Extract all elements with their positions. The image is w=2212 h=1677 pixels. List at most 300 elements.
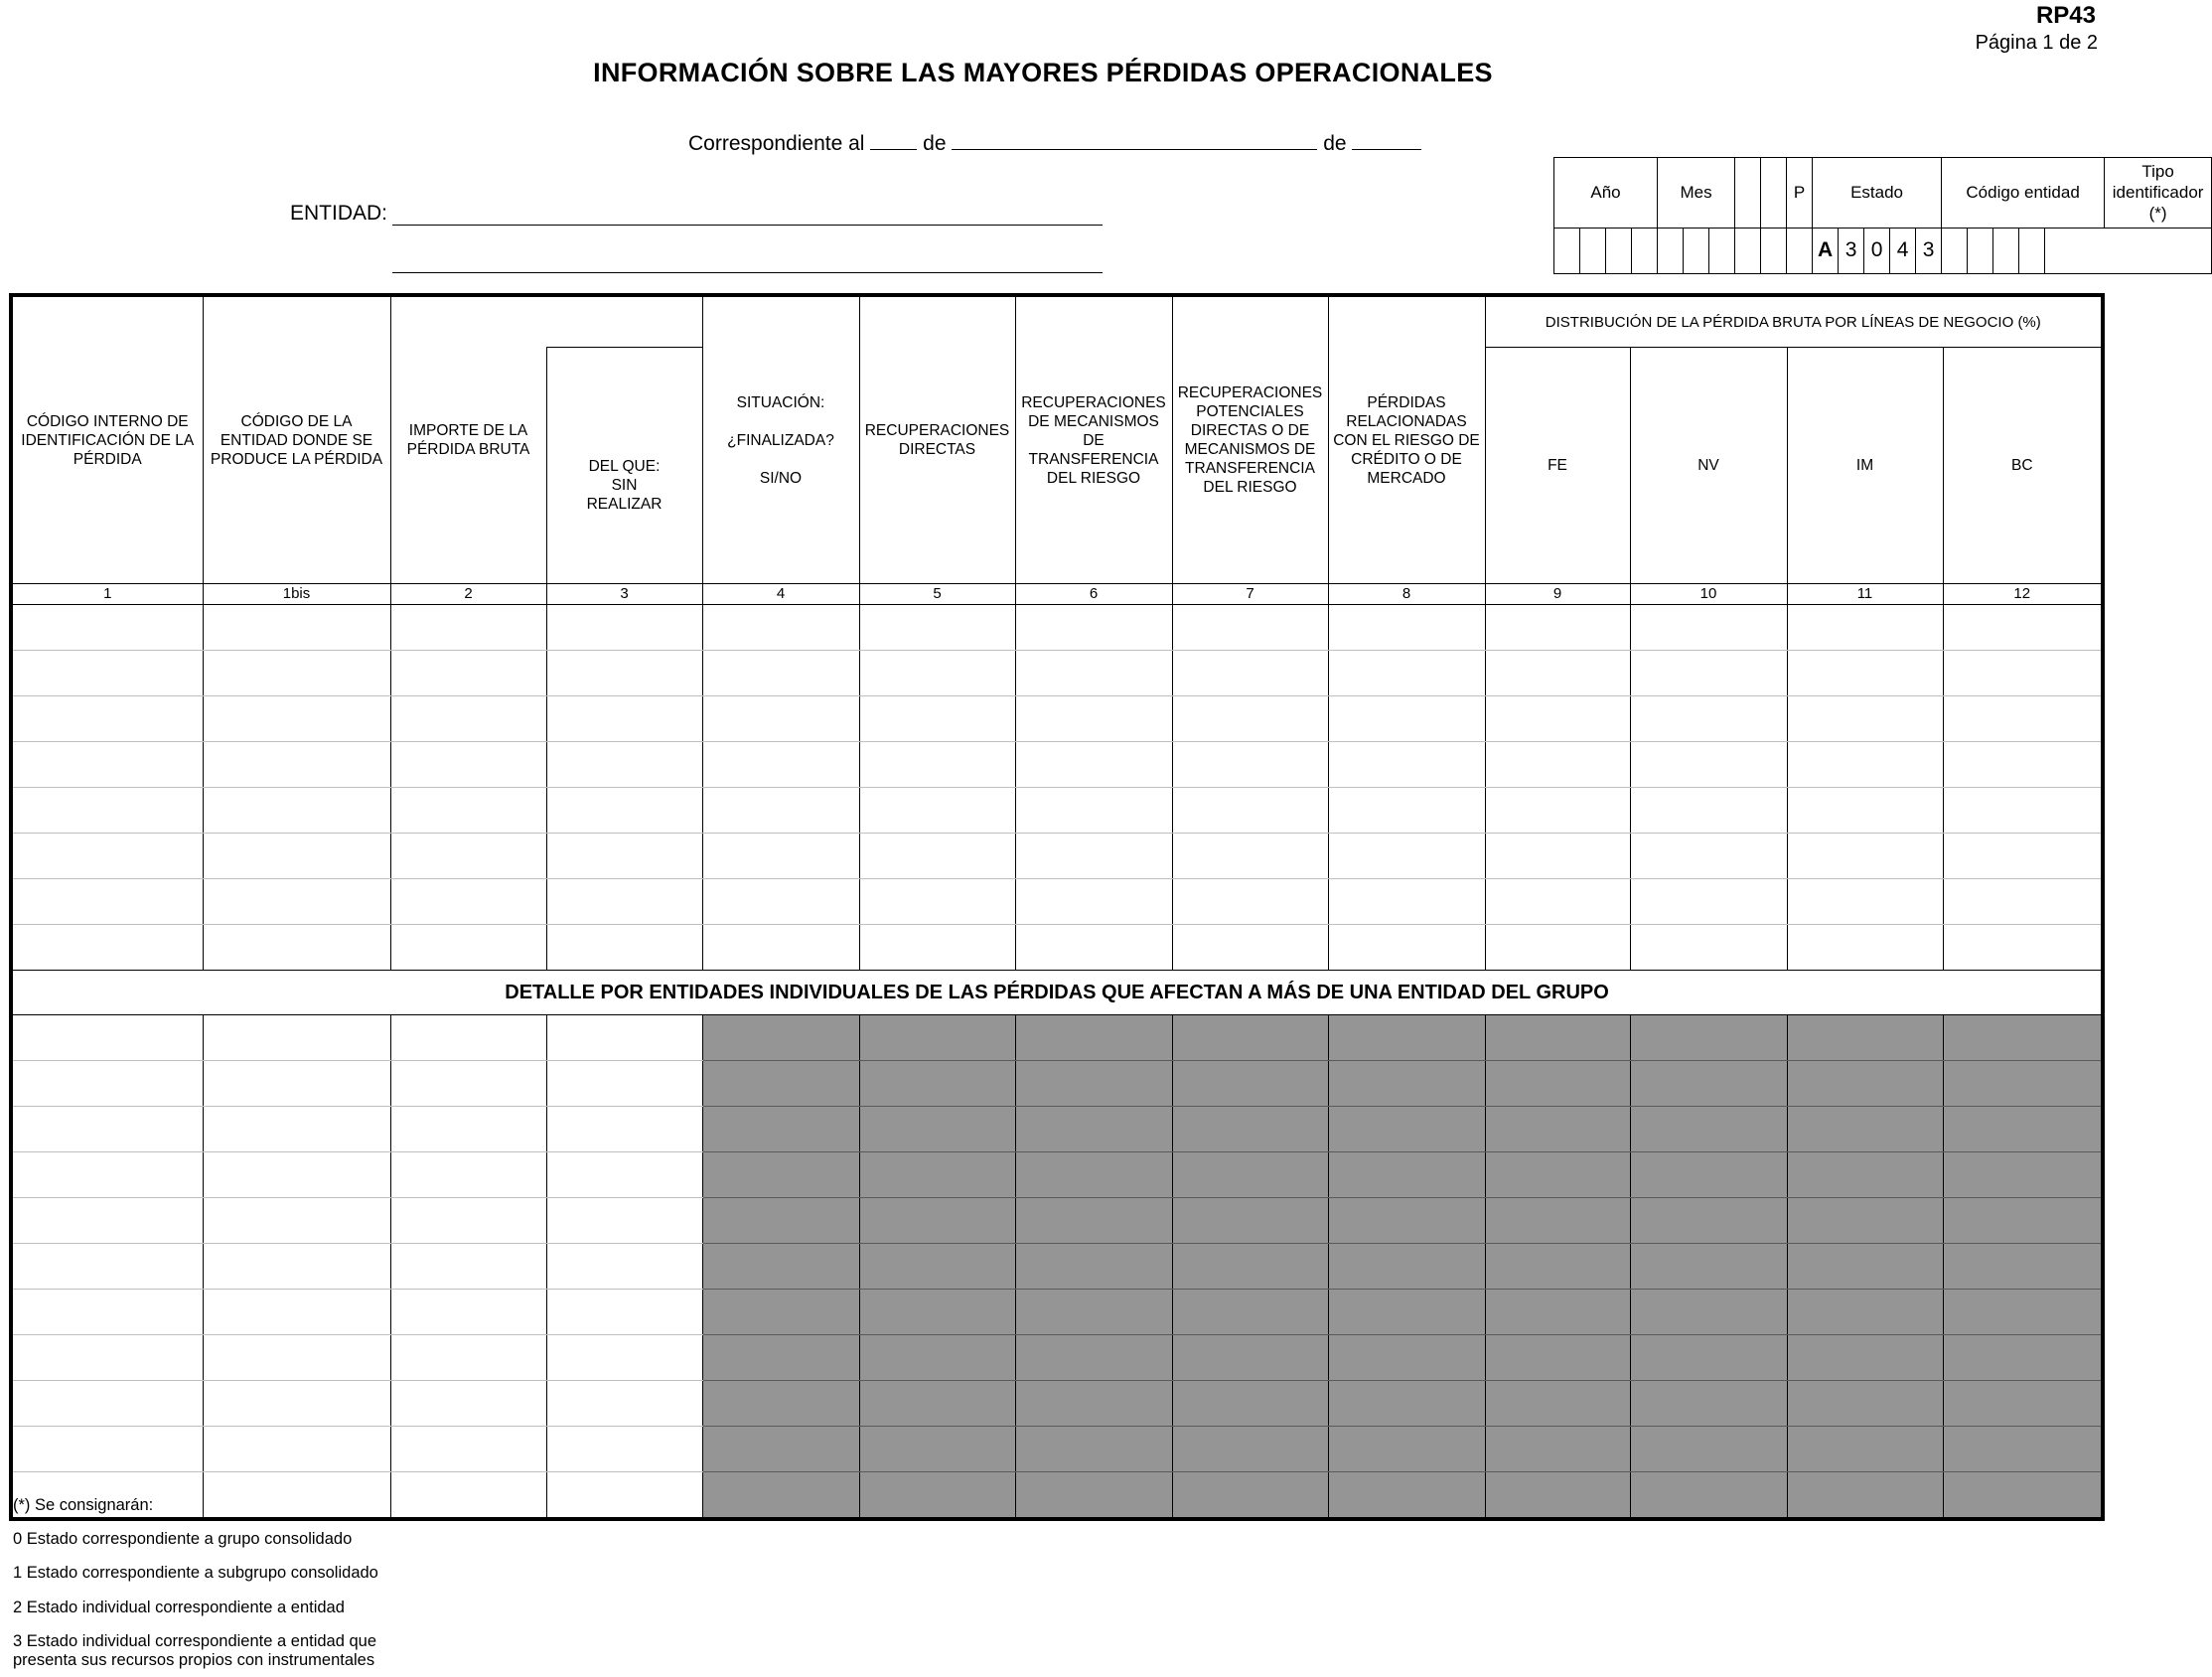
- disabled-cell: [1787, 1015, 1943, 1061]
- disabled-cell: [1328, 1244, 1485, 1290]
- input-cell[interactable]: [203, 1472, 390, 1520]
- disabled-cell: [702, 1061, 859, 1107]
- footnote-intro: (*) Se consignarán:: [13, 1496, 154, 1514]
- mes-digit-cell[interactable]: [1684, 228, 1709, 273]
- input-cell[interactable]: [546, 1152, 702, 1198]
- input-cell[interactable]: [203, 1381, 390, 1427]
- p-cell[interactable]: [1787, 228, 1813, 273]
- disabled-cell: [1943, 1290, 2103, 1335]
- disabled-cell: [1172, 1290, 1328, 1335]
- input-cell[interactable]: [203, 651, 390, 696]
- disabled-cell: [702, 1198, 859, 1244]
- col-header-4: [702, 295, 859, 584]
- input-cell[interactable]: [203, 696, 390, 742]
- input-cell[interactable]: [203, 605, 390, 651]
- column-number: 5: [859, 584, 1015, 605]
- input-cell[interactable]: [1485, 879, 1630, 925]
- input-cell[interactable]: [1943, 742, 2103, 788]
- column-number: 7: [1172, 584, 1328, 605]
- input-cell[interactable]: [1015, 742, 1172, 788]
- period-line: [688, 129, 1421, 156]
- year-field[interactable]: [1352, 129, 1421, 150]
- input-cell[interactable]: [390, 1381, 546, 1427]
- input-cell[interactable]: [1787, 742, 1943, 788]
- input-cell[interactable]: [1943, 788, 2103, 834]
- estado-cell: 0: [1864, 228, 1890, 273]
- input-cell[interactable]: [1328, 834, 1485, 879]
- disabled-cell: [1015, 1015, 1172, 1061]
- disabled-cell: [1328, 1290, 1485, 1335]
- p-label: P: [1787, 158, 1813, 229]
- disabled-cell: [1172, 1472, 1328, 1520]
- detail-rows: [11, 1015, 2103, 1520]
- input-cell[interactable]: [1015, 696, 1172, 742]
- input-cell[interactable]: [390, 879, 546, 925]
- footnote-0: 0 Estado correspondiente a grupo consolidado: [13, 1530, 353, 1548]
- col-header-5: RECUPERACIONES DIRECTAS: [859, 295, 1015, 584]
- disabled-cell: [702, 1152, 859, 1198]
- form-code: RP43: [2035, 2, 2096, 29]
- input-cell[interactable]: [390, 1335, 546, 1381]
- input-cell[interactable]: [203, 788, 390, 834]
- disabled-cell: [1172, 1152, 1328, 1198]
- input-cell[interactable]: [11, 1244, 203, 1290]
- input-cell[interactable]: [1943, 696, 2103, 742]
- input-cell[interactable]: [203, 1244, 390, 1290]
- disabled-cell: [1015, 1107, 1172, 1152]
- input-cell[interactable]: [859, 788, 1015, 834]
- column-number: 9: [1485, 584, 1630, 605]
- input-cell[interactable]: [11, 1335, 203, 1381]
- input-cell[interactable]: [1630, 696, 1787, 742]
- input-cell[interactable]: [859, 879, 1015, 925]
- disabled-cell: [1943, 1107, 2103, 1152]
- input-cell[interactable]: [11, 742, 203, 788]
- anio-digit-cell[interactable]: [1580, 228, 1606, 273]
- input-cell[interactable]: [203, 1061, 390, 1107]
- input-cell[interactable]: [1787, 788, 1943, 834]
- disabled-cell: [1943, 1335, 2103, 1381]
- input-cell[interactable]: [546, 1381, 702, 1427]
- estado-label: Estado: [1813, 158, 1942, 229]
- estado-cell: 3: [1839, 228, 1864, 273]
- input-cell[interactable]: [546, 1335, 702, 1381]
- input-cell[interactable]: [11, 1061, 203, 1107]
- input-cell[interactable]: [702, 788, 859, 834]
- input-cell[interactable]: [390, 788, 546, 834]
- disabled-cell: [1015, 1472, 1172, 1520]
- input-cell[interactable]: [11, 1381, 203, 1427]
- input-cell[interactable]: [702, 879, 859, 925]
- input-cell[interactable]: [11, 879, 203, 925]
- input-cell[interactable]: [1015, 834, 1172, 879]
- input-cell[interactable]: [702, 696, 859, 742]
- disabled-cell: [1943, 1244, 2103, 1290]
- input-cell[interactable]: [546, 925, 702, 971]
- column-number: 6: [1015, 584, 1172, 605]
- disabled-cell: [1943, 1472, 2103, 1520]
- disabled-cell: [1943, 1015, 2103, 1061]
- input-cell[interactable]: [1630, 605, 1787, 651]
- input-cell[interactable]: [1485, 651, 1630, 696]
- input-cell[interactable]: [546, 879, 702, 925]
- disabled-cell: [1015, 1061, 1172, 1107]
- input-cell[interactable]: [11, 605, 203, 651]
- col-header-8: PÉRDIDAS RELACIONADAS CON EL RIESGO DE CRÉDITO O DE MERCADO: [1328, 295, 1485, 584]
- disabled-cell: [1630, 1472, 1787, 1520]
- input-cell[interactable]: [1485, 605, 1630, 651]
- period-de-2: de: [1323, 132, 1347, 155]
- input-cell[interactable]: [390, 742, 546, 788]
- period-de-1: de: [923, 132, 947, 155]
- input-cell[interactable]: [859, 925, 1015, 971]
- input-cell[interactable]: [546, 788, 702, 834]
- input-cell[interactable]: [390, 696, 546, 742]
- footnote-1: 1 Estado correspondiente a subgrupo consolidado: [13, 1564, 378, 1582]
- disabled-cell: [1328, 1107, 1485, 1152]
- input-cell[interactable]: [1630, 788, 1787, 834]
- disabled-cell: [859, 1198, 1015, 1244]
- input-cell[interactable]: [1630, 651, 1787, 696]
- disabled-cell: [859, 1427, 1015, 1472]
- disabled-cell: [1943, 1198, 2103, 1244]
- input-cell[interactable]: [11, 651, 203, 696]
- input-cell[interactable]: [1943, 651, 2103, 696]
- input-cell[interactable]: [546, 1472, 702, 1520]
- input-cell[interactable]: [11, 1198, 203, 1244]
- input-cell[interactable]: [390, 1244, 546, 1290]
- disabled-cell: [1787, 1472, 1943, 1520]
- input-cell[interactable]: [1943, 925, 2103, 971]
- input-cell[interactable]: [546, 1244, 702, 1290]
- input-cell[interactable]: [702, 925, 859, 971]
- input-cell[interactable]: [11, 1152, 203, 1198]
- input-cell[interactable]: [1328, 925, 1485, 971]
- anio-digit-cell[interactable]: [1632, 228, 1658, 273]
- disabled-cell: [1015, 1198, 1172, 1244]
- disabled-cell: [702, 1015, 859, 1061]
- input-cell[interactable]: [1172, 696, 1328, 742]
- input-cell[interactable]: [11, 834, 203, 879]
- disabled-cell: [702, 1335, 859, 1381]
- input-cell[interactable]: [1328, 742, 1485, 788]
- input-cell[interactable]: [1787, 696, 1943, 742]
- input-cell[interactable]: [859, 834, 1015, 879]
- blank-header-cell: [1761, 158, 1787, 229]
- input-cell[interactable]: [859, 696, 1015, 742]
- disabled-cell: [1172, 1107, 1328, 1152]
- input-cell[interactable]: [546, 1061, 702, 1107]
- input-cell[interactable]: [11, 788, 203, 834]
- col-header-1: CÓDIGO INTERNO DE IDENTIFICACIÓN DE LA PÉRDIDA: [11, 295, 203, 584]
- disabled-cell: [859, 1015, 1015, 1061]
- month-field[interactable]: [952, 129, 1317, 150]
- column-number: 1: [11, 584, 203, 605]
- day-field[interactable]: [870, 129, 917, 150]
- input-cell[interactable]: [546, 1290, 702, 1335]
- detail-section-title: DETALLE POR ENTIDADES INDIVIDUALES DE LAS PÉRDIDAS QUE AFECTAN A MÁS DE UNA ENTIDAD DEL GRUPO: [11, 971, 2103, 1015]
- col-header-7: RECUPERACIONES POTENCIALES DIRECTAS O DE MECANISMOS DE TRANSFERENCIA DEL RIESGO: [1172, 295, 1328, 584]
- codigo-entidad-cell[interactable]: [1993, 228, 2019, 273]
- disabled-cell: [1485, 1198, 1630, 1244]
- input-cell[interactable]: [203, 879, 390, 925]
- input-cell[interactable]: [546, 1427, 702, 1472]
- codigo-entidad-cell[interactable]: [1942, 228, 1968, 273]
- input-cell[interactable]: [1015, 788, 1172, 834]
- input-cell[interactable]: [1015, 651, 1172, 696]
- input-cell[interactable]: [203, 1107, 390, 1152]
- disabled-cell: [1787, 1290, 1943, 1335]
- extra-cell[interactable]: [1761, 228, 1787, 273]
- input-cell[interactable]: [1485, 925, 1630, 971]
- footnote-2: 2 Estado individual correspondiente a entidad: [13, 1599, 345, 1616]
- input-cell[interactable]: [390, 605, 546, 651]
- disabled-cell: [1485, 1244, 1630, 1290]
- disabled-cell: [1328, 1472, 1485, 1520]
- input-cell[interactable]: [1630, 742, 1787, 788]
- input-cell[interactable]: [546, 696, 702, 742]
- input-cell[interactable]: [546, 1107, 702, 1152]
- estado-cell: A: [1813, 228, 1839, 273]
- input-cell[interactable]: [1172, 651, 1328, 696]
- losses-table: [9, 293, 2105, 1521]
- input-cell[interactable]: [1485, 742, 1630, 788]
- anio-label: Año: [1554, 158, 1658, 229]
- entidad-field-line-2[interactable]: [392, 248, 1103, 273]
- tipo-identificador-label: Tipo identificador (*): [2105, 158, 2212, 229]
- input-cell[interactable]: [11, 1427, 203, 1472]
- input-cell[interactable]: [203, 925, 390, 971]
- disabled-cell: [859, 1472, 1015, 1520]
- input-cell[interactable]: [203, 1335, 390, 1381]
- period-label: Correspondiente al: [688, 132, 865, 155]
- input-cell[interactable]: [1787, 925, 1943, 971]
- page-indicator: Página 1 de 2: [1975, 32, 2098, 54]
- col-header-nv: NV: [1630, 348, 1787, 584]
- estado-cell: 4: [1890, 228, 1916, 273]
- column-number: 2: [390, 584, 546, 605]
- input-cell[interactable]: [11, 696, 203, 742]
- disabled-cell: [702, 1381, 859, 1427]
- input-cell[interactable]: [11, 1107, 203, 1152]
- input-cell[interactable]: [11, 1015, 203, 1061]
- codigo-entidad-cell[interactable]: [1968, 228, 1993, 273]
- input-cell[interactable]: [1943, 879, 2103, 925]
- input-cell[interactable]: [390, 1061, 546, 1107]
- input-cell[interactable]: [546, 651, 702, 696]
- disabled-cell: [1485, 1335, 1630, 1381]
- disabled-cell: [1015, 1335, 1172, 1381]
- disabled-cell: [1172, 1015, 1328, 1061]
- input-cell[interactable]: [1172, 925, 1328, 971]
- input-cell[interactable]: [203, 834, 390, 879]
- disabled-cell: [859, 1061, 1015, 1107]
- entidad-field-line-1[interactable]: [392, 201, 1103, 226]
- input-cell[interactable]: [702, 834, 859, 879]
- disabled-cell: [1943, 1061, 2103, 1107]
- disabled-cell: [1630, 1427, 1787, 1472]
- disabled-cell: [1485, 1381, 1630, 1427]
- col-header-bc: BC: [1943, 348, 2103, 584]
- input-cell[interactable]: [390, 1427, 546, 1472]
- input-cell[interactable]: [1015, 879, 1172, 925]
- input-cell[interactable]: [1787, 651, 1943, 696]
- disabled-cell: [1630, 1061, 1787, 1107]
- input-cell[interactable]: [702, 651, 859, 696]
- disabled-cell: [1787, 1427, 1943, 1472]
- disabled-cell: [1787, 1152, 1943, 1198]
- disabled-cell: [1328, 1427, 1485, 1472]
- input-cell[interactable]: [390, 1015, 546, 1061]
- mes-digit-cell[interactable]: [1658, 228, 1684, 273]
- disabled-cell: [1630, 1381, 1787, 1427]
- disabled-cell: [1630, 1290, 1787, 1335]
- anio-digit-cell[interactable]: [1554, 228, 1580, 273]
- input-cell[interactable]: [203, 1427, 390, 1472]
- input-cell[interactable]: [203, 742, 390, 788]
- disabled-cell: [1172, 1427, 1328, 1472]
- input-cell[interactable]: [390, 1107, 546, 1152]
- input-cell[interactable]: [390, 1198, 546, 1244]
- codigo-entidad-label: Código entidad: [1942, 158, 2105, 229]
- disabled-cell: [1485, 1427, 1630, 1472]
- input-cell[interactable]: [1328, 788, 1485, 834]
- input-cell[interactable]: [203, 1015, 390, 1061]
- column-number: 1bis: [203, 584, 390, 605]
- input-cell[interactable]: [203, 1152, 390, 1198]
- input-cell[interactable]: [1015, 605, 1172, 651]
- disabled-cell: [1485, 1290, 1630, 1335]
- mes-label: Mes: [1658, 158, 1735, 229]
- disabled-cell: [1015, 1290, 1172, 1335]
- disabled-cell: [1787, 1381, 1943, 1427]
- input-cell[interactable]: [203, 1198, 390, 1244]
- input-cell[interactable]: [203, 1290, 390, 1335]
- tipo-identificador-cell[interactable]: [2045, 228, 2212, 273]
- column-number: 8: [1328, 584, 1485, 605]
- disabled-cell: [859, 1290, 1015, 1335]
- input-cell[interactable]: [390, 925, 546, 971]
- disabled-cell: [859, 1335, 1015, 1381]
- disabled-cell: [1630, 1198, 1787, 1244]
- disabled-cell: [1172, 1061, 1328, 1107]
- input-cell[interactable]: [1787, 879, 1943, 925]
- input-cell[interactable]: [1485, 696, 1630, 742]
- disabled-cell: [1328, 1381, 1485, 1427]
- codigo-entidad-cell[interactable]: [2019, 228, 2045, 273]
- input-cell[interactable]: [1328, 879, 1485, 925]
- column-number: 10: [1630, 584, 1787, 605]
- input-cell[interactable]: [546, 834, 702, 879]
- anio-digit-cell[interactable]: [1606, 228, 1632, 273]
- disabled-cell: [702, 1244, 859, 1290]
- disabled-cell: [1015, 1381, 1172, 1427]
- input-cell[interactable]: [1328, 696, 1485, 742]
- input-cell[interactable]: [1485, 788, 1630, 834]
- input-cell[interactable]: [1485, 834, 1630, 879]
- input-cell[interactable]: [11, 925, 203, 971]
- input-cell[interactable]: [546, 742, 702, 788]
- input-cell[interactable]: [702, 605, 859, 651]
- col-header-4-line-1: SITUACIÓN:: [736, 393, 825, 411]
- column-number: 12: [1943, 584, 2103, 605]
- input-cell[interactable]: [1172, 834, 1328, 879]
- disabled-cell: [1943, 1381, 2103, 1427]
- distribution-header: DISTRIBUCIÓN DE LA PÉRDIDA BRUTA POR LÍNEAS DE NEGOCIO (%): [1485, 295, 2103, 348]
- disabled-cell: [859, 1381, 1015, 1427]
- extra-cell[interactable]: [1735, 228, 1761, 273]
- disabled-cell: [1485, 1015, 1630, 1061]
- input-cell[interactable]: [390, 834, 546, 879]
- input-cell[interactable]: [390, 1472, 546, 1520]
- disabled-cell: [1485, 1152, 1630, 1198]
- input-cell[interactable]: [1943, 605, 2103, 651]
- disabled-cell: [1630, 1015, 1787, 1061]
- disabled-cell: [1328, 1198, 1485, 1244]
- input-cell[interactable]: [1630, 834, 1787, 879]
- disabled-cell: [1328, 1335, 1485, 1381]
- input-cell[interactable]: [1328, 651, 1485, 696]
- disabled-cell: [702, 1290, 859, 1335]
- disabled-cell: [1015, 1152, 1172, 1198]
- input-cell[interactable]: [1172, 605, 1328, 651]
- col-header-fe: FE: [1485, 348, 1630, 584]
- input-cell[interactable]: [859, 605, 1015, 651]
- input-cell[interactable]: [1328, 605, 1485, 651]
- input-cell[interactable]: [1787, 834, 1943, 879]
- input-cell[interactable]: [390, 1290, 546, 1335]
- input-cell[interactable]: [546, 1198, 702, 1244]
- input-cell[interactable]: [390, 651, 546, 696]
- input-cell[interactable]: [702, 742, 859, 788]
- input-cell[interactable]: [1015, 925, 1172, 971]
- disabled-cell: [1172, 1244, 1328, 1290]
- input-cell[interactable]: [1172, 742, 1328, 788]
- input-cell[interactable]: [1787, 605, 1943, 651]
- input-cell[interactable]: [1172, 879, 1328, 925]
- input-cell[interactable]: [1172, 788, 1328, 834]
- disabled-cell: [1172, 1381, 1328, 1427]
- input-cell[interactable]: [546, 1015, 702, 1061]
- disabled-cell: [859, 1152, 1015, 1198]
- disabled-cell: [1328, 1061, 1485, 1107]
- input-cell[interactable]: [11, 1290, 203, 1335]
- disabled-cell: [1630, 1335, 1787, 1381]
- disabled-cell: [1485, 1107, 1630, 1152]
- disabled-cell: [1787, 1061, 1943, 1107]
- mes-digit-cell[interactable]: [1709, 228, 1735, 273]
- column-number: 11: [1787, 584, 1943, 605]
- input-cell[interactable]: [390, 1152, 546, 1198]
- col-header-im: IM: [1787, 348, 1943, 584]
- input-cell[interactable]: [1630, 879, 1787, 925]
- disabled-cell: [1787, 1244, 1943, 1290]
- disabled-cell: [1787, 1107, 1943, 1152]
- input-cell[interactable]: [546, 605, 702, 651]
- identification-box: [1553, 157, 2212, 274]
- input-cell[interactable]: [859, 651, 1015, 696]
- estado-cell: 3: [1916, 228, 1942, 273]
- disabled-cell: [1943, 1427, 2103, 1472]
- disabled-cell: [702, 1427, 859, 1472]
- input-cell[interactable]: [1630, 925, 1787, 971]
- disabled-cell: [1172, 1198, 1328, 1244]
- input-cell[interactable]: [859, 742, 1015, 788]
- footnote-3-cont: presenta sus recursos propios con instrumentales: [13, 1651, 375, 1669]
- input-cell[interactable]: [1943, 834, 2103, 879]
- disabled-cell: [1787, 1335, 1943, 1381]
- disabled-cell: [1630, 1107, 1787, 1152]
